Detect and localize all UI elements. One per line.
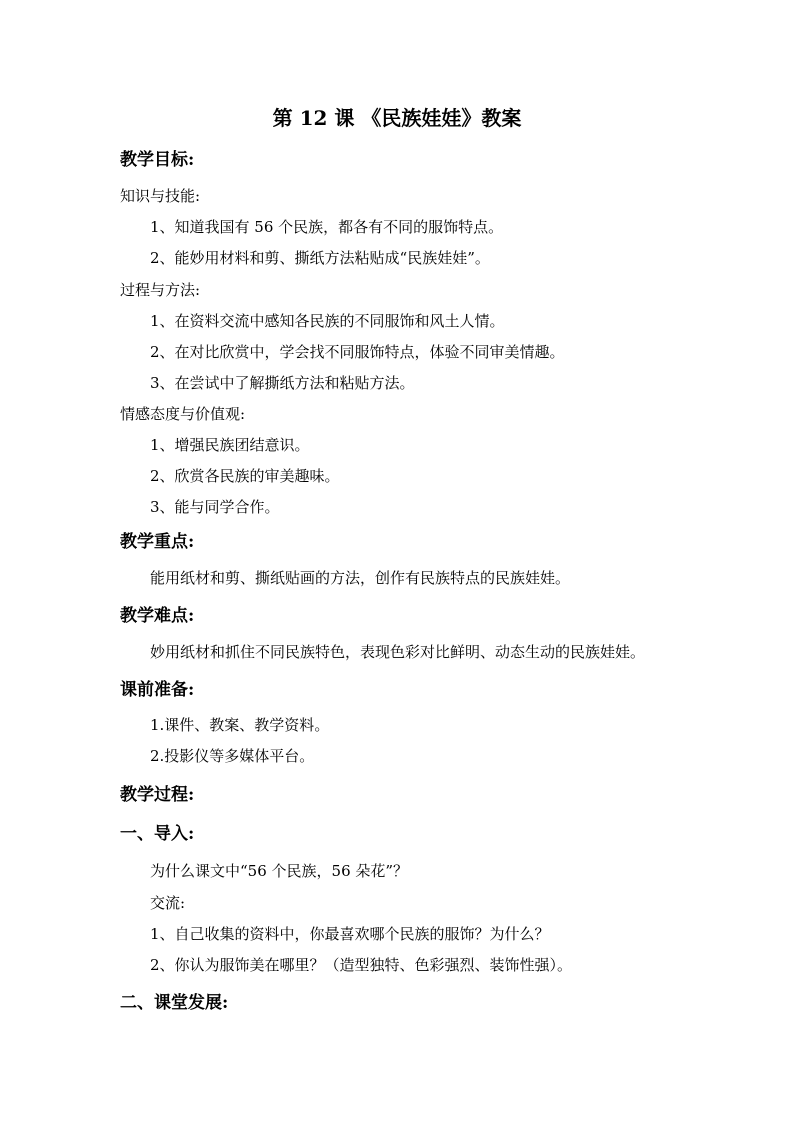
list-item: 1、知道我国有 56 个民族，都各有不同的服饰特点。	[150, 218, 504, 236]
list-item: 1.课件、教案、教学资料。	[150, 716, 330, 734]
preparation-heading: 课前准备:	[120, 680, 195, 700]
difficulty-heading: 教学难点:	[120, 606, 195, 626]
key-point-heading: 教学重点:	[120, 532, 195, 552]
process-label: 过程与方法:	[120, 281, 201, 299]
knowledge-label: 知识与技能:	[120, 187, 201, 205]
process-heading: 教学过程:	[120, 785, 195, 805]
list-item: 1、在资料交流中感知各民族的不同服饰和风土人情。	[150, 312, 505, 330]
list-item: 2、在对比欣赏中，学会找不同服饰特点，体验不同审美情趣。	[150, 343, 565, 361]
exchange-label: 交流:	[150, 894, 186, 912]
list-item: 1、增强民族团结意识。	[150, 436, 310, 454]
list-item: 2、你认为服饰美在哪里？（造型独特、色彩强烈、装饰性强）。	[150, 956, 573, 974]
intro-heading: 一、导入:	[120, 824, 195, 844]
intro-question: 为什么课文中“56 个民族，56 朵花”？	[150, 862, 409, 880]
list-item: 2、能妙用材料和剪、撕纸方法粘贴成“民族娃娃”。	[150, 249, 490, 267]
emotion-label: 情感态度与价值观:	[120, 405, 246, 423]
list-item: 2、欣赏各民族的审美趣味。	[150, 467, 340, 485]
development-heading: 二、课堂发展:	[120, 993, 229, 1013]
difficulty-text: 妙用纸材和抓住不同民族特色，表现色彩对比鲜明、动态生动的民族娃娃。	[150, 643, 646, 661]
list-item: 1、自己收集的资料中，你最喜欢哪个民族的服饰？为什么？	[150, 925, 550, 943]
list-item: 2.投影仪等多媒体平台。	[150, 747, 315, 765]
objectives-heading: 教学目标:	[120, 150, 195, 170]
document-title: 第 12 课 《民族娃娃》教案	[272, 106, 522, 130]
list-item: 3、在尝试中了解撕纸方法和粘贴方法。	[150, 374, 415, 392]
list-item: 3、能与同学合作。	[150, 498, 280, 516]
key-point-text: 能用纸材和剪、撕纸贴画的方法，创作有民族特点的民族娃娃。	[150, 569, 571, 587]
